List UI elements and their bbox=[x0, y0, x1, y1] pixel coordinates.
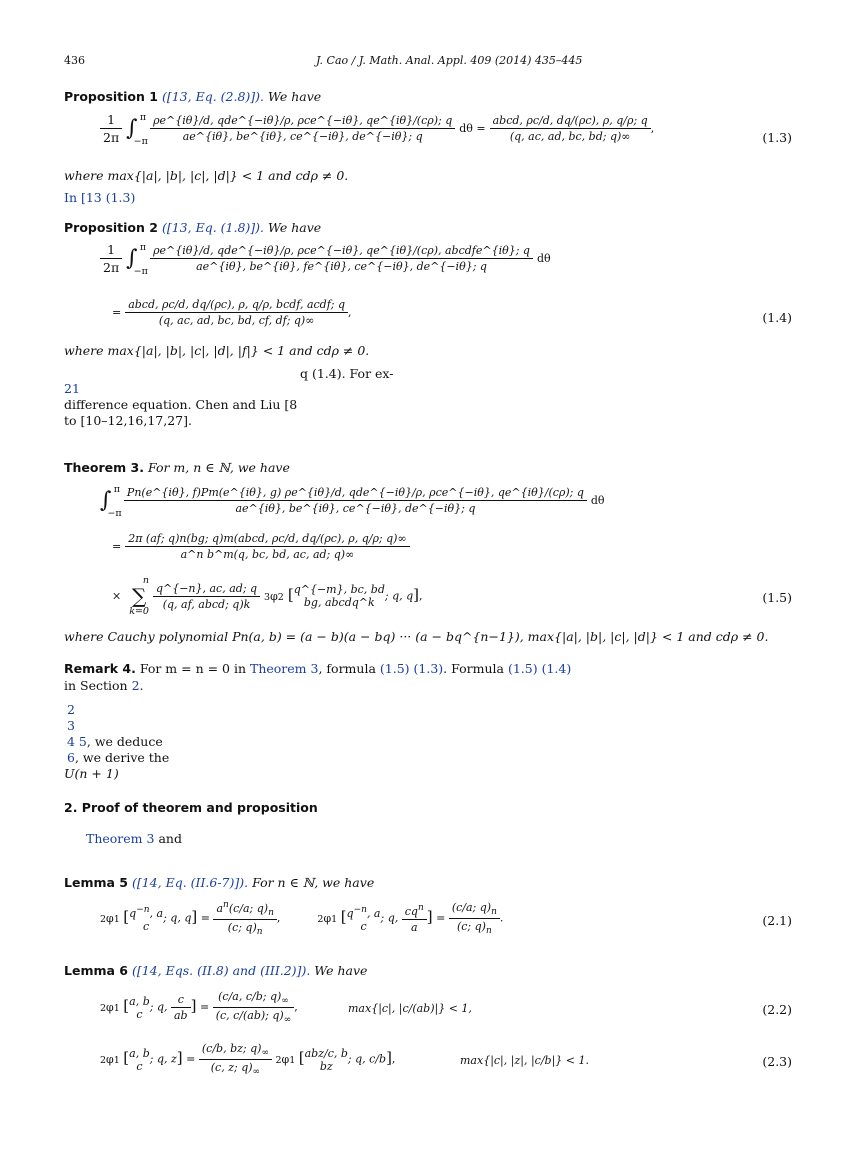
eqno-2-2: (2.2) bbox=[762, 1002, 792, 1017]
prop2-lhs-fraction bbox=[150, 244, 533, 273]
prop1-condition: where max{|a|, |b|, |c|, |d|} < 1 and cdρ ≠ 0. bbox=[64, 168, 349, 183]
prop1-citation[interactable]: ([13, Eq. (2.8)]). bbox=[161, 89, 265, 104]
prop2-text-fragment-1: q (1.4). For ex- bbox=[300, 366, 394, 381]
one-over-two-pi: $\frac{1}{2\pi}$ bbox=[100, 112, 122, 145]
fragment-ref-4-5[interactable]: 4 5 bbox=[67, 734, 87, 749]
fragment-ref-2[interactable]: 2 bbox=[67, 702, 75, 717]
remark4-label: Remark 4. bbox=[64, 661, 136, 676]
thm3-rhs1-fraction bbox=[125, 532, 409, 561]
fragment-line-3: 4 5, we deduce bbox=[67, 734, 163, 749]
thm3-rhs1-denominator: a^n b^m(q, bc, bd, ac, ad; q)∞ bbox=[180, 548, 355, 561]
ref-theorem-3[interactable]: Theorem 3 bbox=[250, 661, 319, 676]
prop2-we-have: We have bbox=[268, 220, 322, 235]
lemma6-citation[interactable]: ([14, Eqs. (II.8) and (III.2)]). bbox=[131, 963, 311, 978]
prop2-lhs-numerator: ρe^{iθ}/d, qde^{−iθ}/ρ, ρce^{−iθ}, qe^{iθ}/(cρ), abcdfe^{iθ}; q bbox=[150, 244, 533, 259]
integral-sign-2: ∫ bbox=[126, 246, 138, 271]
lemma5-statement: For n ∈ ℕ, we have bbox=[252, 875, 375, 890]
integral-sign-3: ∫ bbox=[100, 488, 112, 513]
equation-2-1: 2φ1 [ $q^{-n}$, a c ; q, q] = $\frac{a^n(c/a; q)_n}{(c; q)_n}$ , 2φ1 [ $q^{-n}$, a c ; q, $\frac{cq^n}{a}$ ] = $\frac{(c/a; q)_n}{(c; q)_n}$ . bbox=[100, 900, 504, 937]
integral-sign: ∫ bbox=[126, 116, 138, 141]
fragment-line-4: 6, we derive the bbox=[67, 750, 170, 765]
lemma5-label: Lemma 5 bbox=[64, 875, 128, 890]
page-number: 436 bbox=[64, 54, 85, 67]
thm3-heading bbox=[64, 460, 290, 475]
running-title: J. Cao / J. Math. Anal. Appl. 409 (2014) 435–445 bbox=[316, 54, 583, 67]
prop1-rhs-fraction bbox=[490, 114, 651, 143]
prop2-heading bbox=[64, 220, 321, 235]
equation-1-4-lhs: $\frac{1}{2\pi}$ $\int_{-\pi}^\pi$ ρe^{iθ}/d, qde^{−iθ}/ρ, ρce^{−iθ}, qe^{iθ}/(cρ), abcdfe^{iθ}; q ae^{iθ}, be^{iθ}, fe^{iθ}, ce^{−iθ}, de^{−iθ}; q dθ bbox=[100, 242, 551, 277]
equation-2-2: 2φ1 [ a, b c ; q, $\frac{c}{ab}$ ] = $\frac{(c/a, c/b; q)_\infty}{(c, c/(ab); q)_\infty}$ , bbox=[100, 990, 298, 1025]
prop1-rhs-numerator: abcd, ρc/d, dq/(ρc), ρ, q/ρ; q bbox=[490, 114, 651, 129]
eqno-2-3: (2.3) bbox=[762, 1054, 792, 1069]
ref-eq-1-4[interactable]: (1.4) bbox=[541, 661, 572, 676]
ref-eq-1-5-a[interactable]: (1.5) bbox=[379, 661, 410, 676]
prop2-citation[interactable]: ([13, Eq. (1.8)]). bbox=[161, 220, 265, 235]
thm3-lhs-fraction bbox=[124, 486, 587, 515]
prop1-rhs-denominator: (q, ac, ad, bc, bd; q)∞ bbox=[509, 130, 631, 143]
equation-2-3: 2φ1 [ a, b c ; q, z] = $\frac{(c/b, bz; q)_\infty}{(c, z; q)_\infty}$ 2φ1 [ abz/c, b bz ; q, c/b], bbox=[100, 1042, 396, 1077]
thm3-sum-denominator: (q, af, abcd; q)k bbox=[162, 597, 251, 611]
lemma6-heading bbox=[64, 963, 367, 978]
prop2-text-fragment-2[interactable]: 21 bbox=[64, 381, 80, 396]
eqno-1-5: (1.5) bbox=[762, 590, 792, 605]
section-2-intro: Theorem 3 and bbox=[86, 831, 182, 846]
ref-theorem-3-b[interactable]: Theorem 3 bbox=[86, 831, 155, 846]
thm3-condition: where Cauchy polynomial Pn(a, b) = (a − b)(a − bq) ··· (a − bq^{n−1}), max{|a|, |b|, |c|, |d|} < 1 and cdρ ≠ 0. bbox=[64, 629, 769, 644]
ref-eq-1-3[interactable]: (1.3) bbox=[413, 661, 444, 676]
eqno-1-3: (1.3) bbox=[762, 130, 792, 145]
prop1-we-have: We have bbox=[268, 89, 322, 104]
prop1-lhs-fraction bbox=[150, 114, 455, 143]
thm3-phi-bottom: bg, abcdq^k bbox=[303, 596, 375, 609]
thm3-label: Theorem 3. bbox=[64, 460, 144, 475]
thm3-rhs1-numerator: 2π (af; q)n(bg; q)m(abcd, ρc/d, dq/(ρc), ρ, q/ρ; q)∞ bbox=[125, 532, 409, 547]
prop2-text-fragment-3: difference equation. Chen and Liu [8 bbox=[64, 397, 298, 412]
thm3-phi-top: q^{−m}, bc, bd bbox=[293, 583, 385, 596]
section-2-title: 2. Proof of theorem and proposition bbox=[64, 800, 318, 815]
thm3-phi-args: ; q, q bbox=[384, 589, 414, 603]
lemma5-citation[interactable]: ([14, Eq. (II.6-7)]). bbox=[131, 875, 249, 890]
equation-1-3: $\frac{1}{2\pi}$ $\int_{-\pi}^\pi$ $\frac{\text{ρe\textasciicircum{}\{iθ\}/d, qde\textasciicircum{}\{−iθ\}/ρ, ρce\textasciicircum{}\{−iθ\}, qe\textasciicircum{}\{iθ\}/(cρ); q}}{ae\^{}\{i\theta\}, be\^{}\{i\theta\}, ce\^{}\{-i\theta\}, de\^{}\{-i\theta\}; q}$ dθ = $\frac{\text{abcd, ρc/d, dq/(ρc), ρ, q/ρ; q}}{(q, ac, ad, bc, bd; q)\infty}$ , bbox=[100, 112, 654, 147]
prop2-condition: where max{|a|, |b|, |c|, |d|, |f|} < 1 and cdρ ≠ 0. bbox=[64, 343, 370, 358]
equation-1-5-sum: × n ∑ k=0 $\frac{q\^{}\{-n\}, ac, ad; q}{\text{(q, af, abcd; q)k}}$ 3φ2 [ q^{−m}, bc, bd bg, abcdq^k ; q, q], bbox=[112, 575, 423, 617]
fragment-ref-6[interactable]: 6 bbox=[67, 750, 75, 765]
remark4-line1: Remark 4. For m = n = 0 in Theorem 3, formula (1.5) (1.3). Formula (1.5) (1.4) bbox=[64, 661, 572, 676]
prop1-heading bbox=[64, 89, 321, 104]
summation: n ∑ k=0 bbox=[129, 575, 149, 617]
thm3-statement: For m, n ∈ ℕ, we have bbox=[147, 460, 290, 475]
thm3-lhs-denominator: ae^{iθ}, be^{iθ}, ce^{−iθ}, de^{−iθ}; q bbox=[235, 502, 476, 515]
thm3-sum-fraction bbox=[153, 582, 260, 611]
eq22-condition: max{|c|, |c/(ab)|} < 1, bbox=[348, 1002, 472, 1015]
equation-1-4-rhs: = $\frac{\text{abcd, ρc/d, dq/(ρc), ρ, q/ρ, bcdf, acdf; q}}{(q, ac, ad, bc, bd, cf, df; q)\infty}$ , bbox=[112, 298, 352, 327]
remark4-line2: in Section 2. bbox=[64, 678, 144, 693]
lemma6-statement: We have bbox=[314, 963, 368, 978]
prop2-rhs-denominator: (q, ac, ad, bc, bd, cf, df; q)∞ bbox=[158, 314, 315, 327]
eqno-2-1: (2.1) bbox=[762, 913, 792, 928]
prop1-label: Proposition 1 bbox=[64, 89, 158, 104]
eq23-condition: max{|c|, |z|, |c/b|} < 1. bbox=[460, 1054, 589, 1067]
equation-1-5-lhs: $\int_{-\pi}^\pi$ Pn(e^{iθ}, f)Pm(e^{iθ}, g) ρe^{iθ}/d, qde^{−iθ}/ρ, ρce^{−iθ}, qe^{iθ}/(cρ); q ae^{iθ}, be^{iθ}, ce^{−iθ}, de^{−iθ}; q dθ bbox=[100, 484, 605, 519]
one-over-two-pi-2: $\frac{1}{2\pi}$ bbox=[100, 242, 122, 275]
ref-section-2[interactable]: 2 bbox=[131, 678, 140, 693]
lemma5-heading bbox=[64, 875, 374, 890]
prop2-text-fragment-4: to [10–12,16,17,27]. bbox=[64, 413, 192, 428]
thm3-sum-numerator: q^{−n}, ac, ad; q bbox=[153, 582, 260, 597]
prop1-lhs-numerator: ρe^{iθ}/d, qde^{−iθ}/ρ, ρce^{−iθ}, qe^{iθ}/(cρ); q bbox=[150, 114, 455, 129]
prop2-lhs-denominator: ae^{iθ}, be^{iθ}, fe^{iθ}, ce^{−iθ}, de^{−iθ}; q bbox=[196, 260, 487, 273]
ref-eq-1-5-b[interactable]: (1.5) bbox=[507, 661, 538, 676]
thm3-phi-params bbox=[294, 583, 385, 609]
eqno-1-4: (1.4) bbox=[762, 310, 792, 325]
fragment-line-5: U(n + 1) bbox=[64, 766, 119, 781]
prop2-rhs-fraction bbox=[125, 298, 348, 327]
fragment-ref-3[interactable]: 3 bbox=[67, 718, 75, 733]
lemma6-label: Lemma 6 bbox=[64, 963, 128, 978]
prop1-ref-fragment[interactable]: In [13 (1.3) bbox=[64, 190, 136, 205]
prop2-label: Proposition 2 bbox=[64, 220, 158, 235]
thm3-lhs-numerator: Pn(e^{iθ}, f)Pm(e^{iθ}, g) ρe^{iθ}/d, qde^{−iθ}/ρ, ρce^{−iθ}, qe^{iθ}/(cρ); q bbox=[124, 486, 587, 501]
equation-1-5-rhs1: = $\frac{\text{2π (af; q)n(bg; q)m(abcd, ρc/d, dq/(ρc), ρ, q/ρ; q)∞}}{\text{a\textasciicircum{}n b\textasciicircum{}m(q, bc, bd, ac, ad; q)∞}}$ bbox=[112, 532, 410, 561]
prop1-lhs-denominator: ae^{iθ}, be^{iθ}, ce^{−iθ}, de^{−iθ}; q bbox=[182, 130, 423, 143]
prop2-rhs-numerator: abcd, ρc/d, dq/(ρc), ρ, q/ρ, bcdf, acdf; q bbox=[125, 298, 348, 313]
